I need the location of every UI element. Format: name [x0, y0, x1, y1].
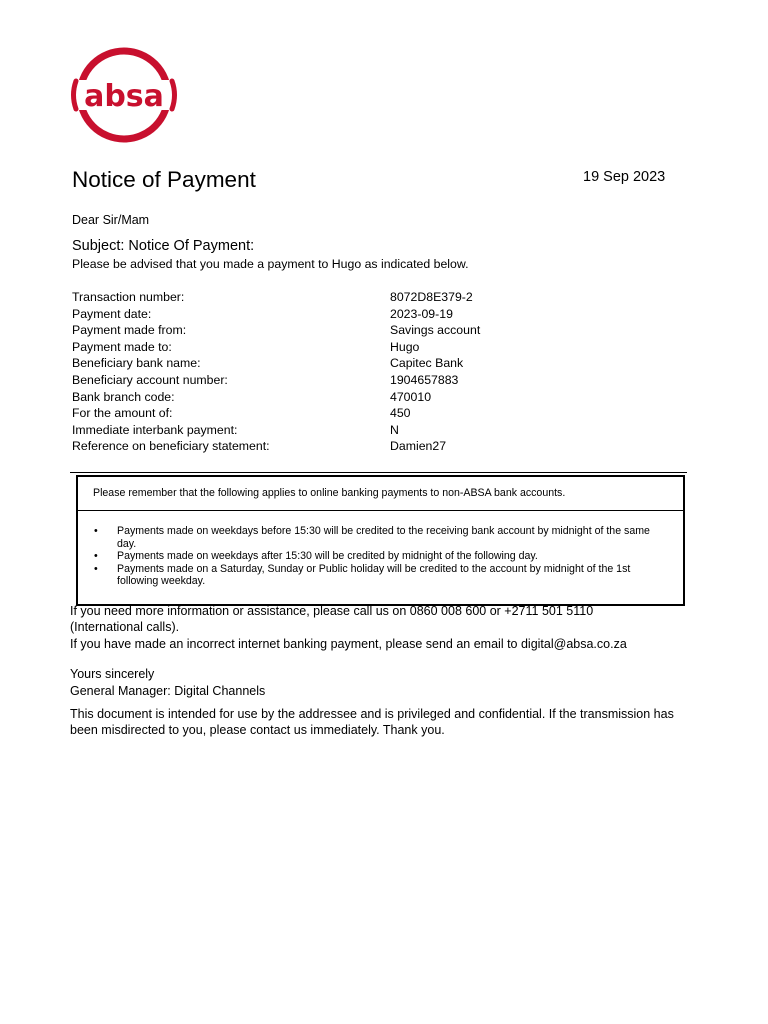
- closing-text: Yours sincerely: [70, 667, 155, 681]
- logo-wordmark: absa: [84, 79, 164, 114]
- detail-label: Payment made to:: [72, 339, 172, 354]
- detail-row-immediate-payment: [72, 422, 532, 439]
- incorrect-payment-text: If you have made an incorrect internet banking payment, please send an email to digital@absa.co.za: [70, 637, 627, 651]
- detail-row-branch-code: [72, 389, 532, 406]
- absa-logo: [70, 46, 178, 144]
- signoff-title: General Manager: Digital Channels: [70, 684, 266, 698]
- detail-value: Capitec Bank: [390, 356, 464, 371]
- detail-label: Payment date:: [72, 306, 152, 321]
- payment-rules-list: [92, 525, 672, 588]
- detail-label: Payment made from:: [72, 323, 187, 338]
- list-item: • Payments made on weekdays before 15:30 will be credited to the receiving bank account by midnight of the same day.: [92, 525, 672, 550]
- payment-rules-box: [76, 475, 685, 606]
- detail-label: Transaction number:: [72, 290, 185, 304]
- absa-logo-mark: [70, 46, 178, 144]
- subject-line: Subject: Notice Of Payment:: [72, 238, 255, 254]
- detail-label: For the amount of:: [72, 406, 173, 421]
- detail-row-payment-to: [72, 339, 532, 356]
- detail-value: Damien27: [390, 439, 447, 454]
- detail-value: Savings account: [390, 323, 481, 338]
- detail-row-payment-date: [72, 306, 532, 323]
- detail-value: N: [390, 422, 399, 437]
- detail-row-beneficiary-account: [72, 372, 532, 389]
- detail-row-amount: [72, 405, 532, 422]
- detail-value: 2023-09-19: [390, 306, 453, 321]
- page-title: Notice of Payment: [72, 167, 256, 192]
- section-divider: [70, 472, 687, 473]
- detail-label: Beneficiary bank name:: [72, 356, 201, 371]
- detail-row-beneficiary-bank: [72, 355, 532, 372]
- salutation: Dear Sir/Mam: [72, 213, 150, 227]
- payment-rules-heading: Please remember that the following applies to online banking payments to non-ABSA bank accounts.: [93, 487, 566, 499]
- payment-details: [72, 289, 532, 455]
- list-item: • Payments made on weekdays after 15:30 will be credited by midnight of the following day.: [92, 550, 672, 563]
- detail-label: Reference on beneficiary statement:: [72, 439, 270, 454]
- payment-rules-divider: [78, 510, 683, 511]
- notice-date: 19 Sep 2023: [583, 169, 666, 185]
- detail-label: Immediate interbank payment:: [72, 422, 238, 437]
- detail-value: Hugo: [390, 339, 420, 354]
- detail-value: 450: [390, 406, 411, 421]
- payment-advice: Please be advised that you made a payment to Hugo as indicated below.: [72, 257, 469, 271]
- detail-row-payment-from: [72, 322, 532, 339]
- detail-value: 1904657883: [390, 372, 459, 387]
- detail-label: Bank branch code:: [72, 389, 175, 404]
- detail-row-reference: [72, 438, 532, 455]
- help-contact-text: If you need more information or assistance, please call us on 0860 008 600 or +2711 501 5110 (International calls).: [70, 604, 594, 634]
- detail-label: Beneficiary account number:: [72, 372, 228, 387]
- detail-value: 470010: [390, 389, 432, 404]
- detail-value: 8072D8E379-2: [390, 290, 473, 304]
- detail-row-transaction-number: [72, 289, 532, 306]
- list-item: • Payments made on a Saturday, Sunday or Public holiday will be credited to the account by midnight of the 1st following weekday.: [92, 563, 672, 588]
- confidentiality-notice: This document is intended for use by the addressee and is privileged and confidential. If the transmission has been misdirected to you, please contact us immediately. Thank you.: [70, 707, 674, 737]
